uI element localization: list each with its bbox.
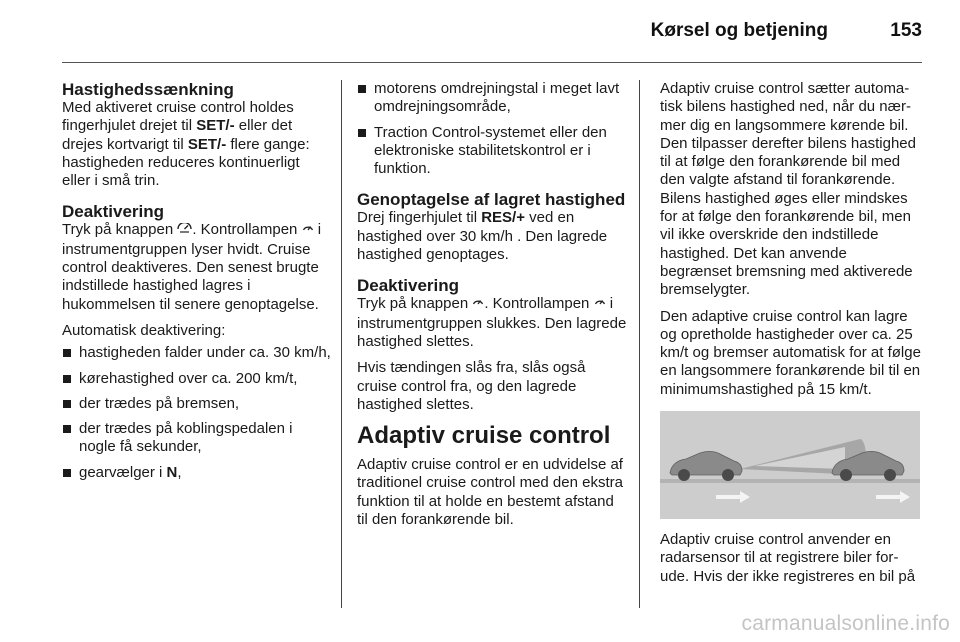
watermark: carmanualsonline.info [741,612,950,635]
page-number: 153 [890,20,922,41]
list-item: gearvælger i N, [62,464,332,482]
cruise-control-lamp-icon [472,296,484,314]
column-2 [357,80,627,537]
header-rule [62,62,922,63]
paragraph-adaptive-function: Adaptiv cruise control sætter automatisk bilens hastighed ned, når du nærmer dig en langsommere kørende bil. Den tilpasser derefter bilens hastighed til at følge den forankørende bil med den valgte afstand til forankørende. Bilens hastighed øges eller mindskes for at følge den forankørende bil, men vil ikke overskride den indstillede hastighed. Det kan anvende begrænset bremsning med aktiverede bremselygter. [660,80,916,299]
column-1 [62,80,332,489]
paragraph-resume-speed: Drej fingerhjulet til RES/+ ved en hastighed over 30 km/h . Den lagrede hastighed genoptages. [357,209,608,264]
page-header-title: Kørsel og betjening [650,20,828,41]
list-item: motorens omdrejningstal i meget lavt omdrejningsområde, [357,80,627,117]
column-divider-1 [341,80,342,608]
paragraph-adaptive-speeds: Den adaptive cruise control kan lagre og opretholde hastigheder over ca. 25 km/t og bremser automatisk for at følge en langsommere forankørende bil til en minimumshastighed på 15 km/t. [660,307,921,398]
auto-deactivation-list-continued [357,80,627,178]
paragraph-ignition: Hvis tændingen slås fra, slås også cruise control fra, og den lagrede hastighed slettes. [357,359,586,413]
cruise-control-button-icon [177,222,192,240]
heading-speed-reduction: Hastighedssænkning [62,80,234,99]
paragraph-adaptive-intro: Adaptiv cruise control er en udvidelse af traditionel cruise control med den ekstra funktion til at holde en bestemt afstand til den forankørende bil. [357,456,623,529]
column-divider-2 [639,80,640,608]
heading-deactivation-2: Deaktivering [357,276,460,296]
heading-resume-speed: Genoptagelse af lagret hastighed [357,190,626,210]
paragraph-auto-deactivation: Automatisk deaktivering: [62,321,226,339]
paragraph-speed-reduction: Med aktiveret cruise control holdes fingerhjulet drejet til SET/- eller det drejes kortvarigt til SET/- flere gange: hastigheden reduceres kontinuerligt eller i små trin. [62,99,310,190]
paragraph-radar-sensor: Adaptiv cruise control anvender en radarsensor til at registrere biler forude. Hvis der ikke registreres en bil på [660,531,916,585]
list-item: hastigheden falder under ca. 30 km/h, [62,344,332,362]
paragraph-deactivation-2: Tryk på knappen . Kontrollampen i instrumentgruppen slukkes. Den lagrede hastighed slettes. [357,295,627,350]
list-item: der trædes på koblingspedalen i nogle få sekunder, [62,420,332,457]
auto-deactivation-list [62,344,332,482]
radar-illustration [660,411,920,519]
heading-adaptive-cruise-control: Adaptiv cruise control [357,422,611,450]
column-3 [660,80,922,594]
list-item: Traction Control-systemet eller den elektroniske stabilitetskontrol er i funktion. [357,124,627,179]
list-item: der trædes på bremsen, [62,395,332,413]
cruise-control-lamp-icon [594,296,606,314]
list-item: kørehastighed over ca. 200 km/t, [62,370,332,388]
cruise-control-lamp-icon [302,222,314,240]
heading-deactivation: Deaktivering [62,202,165,222]
paragraph-deactivation: Tryk på knappen . Kontrollampen i instrumentgruppen lyser hvidt. Cruise control deaktiveres. Den senest brugte indstillede hastighed lagres i hukommelsen til senere genoptagelse. [62,221,322,313]
